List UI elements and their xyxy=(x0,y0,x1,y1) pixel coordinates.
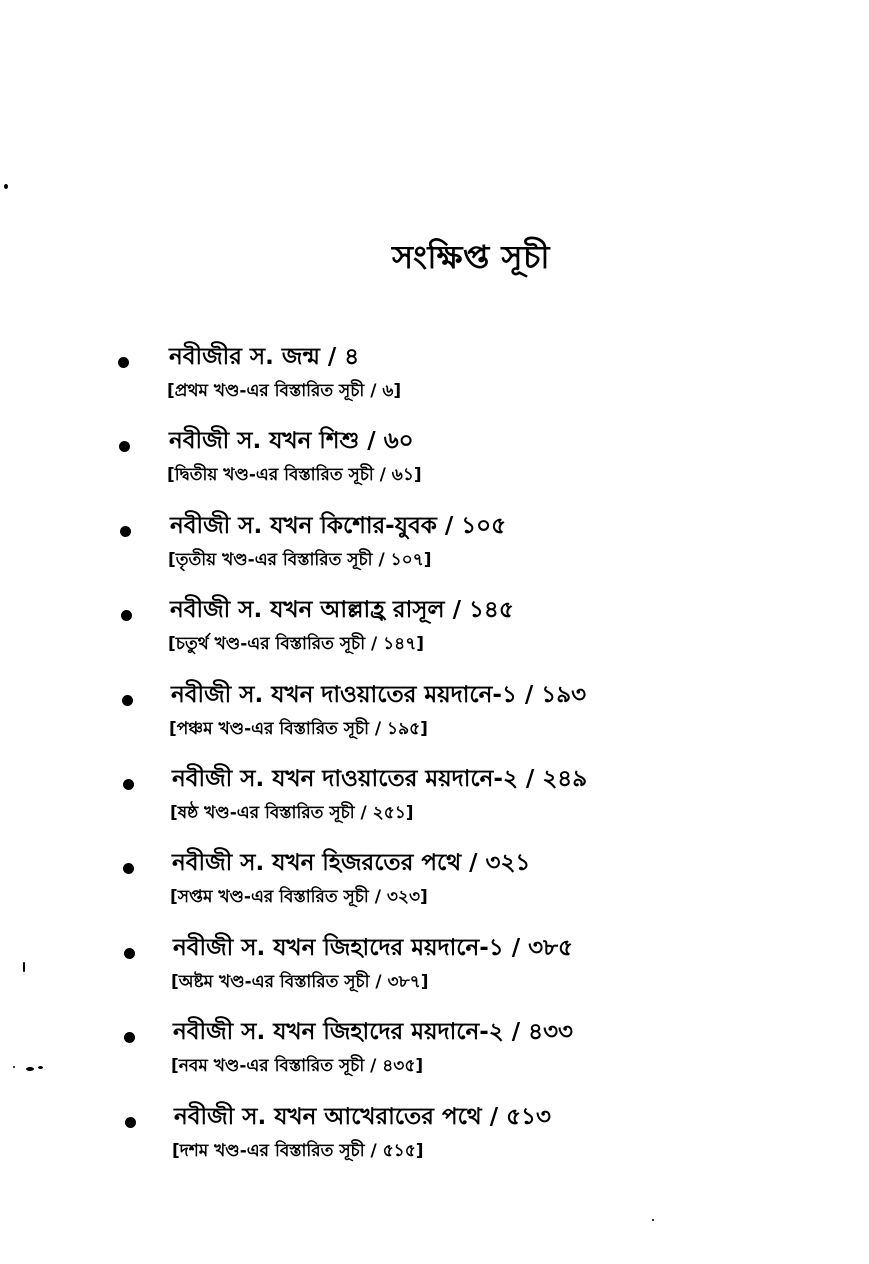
bullet-icon xyxy=(121,610,132,621)
toc-entry xyxy=(0,340,869,424)
toc-entry xyxy=(0,1100,869,1184)
page-title: সংক্ষিপ্ত সূচী xyxy=(392,238,550,276)
entry-detail: [পঞ্চম খণ্ড-এর বিস্তারিত সূচী / ১৯৫] xyxy=(169,718,428,739)
bullet-icon xyxy=(124,948,135,959)
entry-title: নবীজী স. যখন আল্লাহ্র রাসূল / ১৪৫ xyxy=(170,597,514,624)
bullet-icon xyxy=(123,863,134,874)
toc-entry xyxy=(0,931,869,1015)
entry-detail: [ষষ্ঠ খণ্ড-এর বিস্তারিত সূচী / ২৫১] xyxy=(170,802,414,823)
entry-detail: [প্রথম খণ্ড-এর বিস্তারিত সূচী / ৬] xyxy=(167,381,402,401)
entry-title: নবীজী স. যখন জিহাদের ময়দানে-১ / ৩৮৫ xyxy=(173,934,573,961)
toc-entry xyxy=(0,424,869,508)
entry-detail: [নবম খণ্ড-এর বিস্তারিত সূচী / ৪৩৫] xyxy=(171,1056,424,1077)
entry-detail: [অষ্টম খণ্ড-এর বিস্তারিত সূচী / ৩৮৭] xyxy=(171,971,429,992)
bullet-icon xyxy=(119,441,130,452)
entry-detail: [দ্বিতীয় খণ্ড-এর বিস্তারিত সূচী / ৬১] xyxy=(167,465,422,486)
entry-title: নবীজী স. যখন হিজরতের পথে / ৩২১ xyxy=(172,850,531,877)
toc-entry xyxy=(0,593,869,677)
entry-title: নবীজীর স. জন্ম / ৪ xyxy=(169,344,360,370)
entry-detail: [সপ্তম খণ্ড-এর বিস্তারিত সূচী / ৩২৩] xyxy=(170,887,428,908)
toc-entry xyxy=(0,678,869,762)
entry-detail: [তৃতীয় খণ্ড-এর বিস্তারিত সূচী / ১০৭] xyxy=(168,549,432,570)
bullet-icon xyxy=(124,1032,135,1043)
table-of-contents xyxy=(0,340,869,1184)
bullet-icon xyxy=(125,1117,136,1128)
entry-title: নবীজী স. যখন জিহাদের ময়দানে-২ / ৪৩৩ xyxy=(173,1019,573,1046)
toc-entry xyxy=(0,846,869,930)
bullet-icon xyxy=(123,779,134,790)
entry-title: নবীজী স. যখন আখেরাতের পথে / ৫১৩ xyxy=(174,1103,551,1130)
entry-detail: [দশম খণ্ড-এর বিস্তারিত সূচী / ৫১৫] xyxy=(172,1140,424,1161)
entry-title: নবীজী স. যখন কিশোর-যুবক / ১০৫ xyxy=(170,512,507,539)
toc-entry xyxy=(0,509,869,593)
entry-title: নবীজী স. যখন দাওয়াতের ময়দানে-২ / ২৪৯ xyxy=(172,765,588,792)
toc-entry xyxy=(0,1015,869,1099)
bullet-icon xyxy=(118,357,129,368)
toc-entry xyxy=(0,762,869,846)
entry-title: নবীজী স. যখন দাওয়াতের ময়দানে-১ / ১৯৩ xyxy=(171,681,587,708)
scan-speck xyxy=(38,1066,43,1069)
scan-speck xyxy=(652,1219,654,1221)
bullet-icon xyxy=(122,695,133,706)
scan-speck xyxy=(23,962,25,972)
scan-speck xyxy=(26,1067,34,1071)
scan-speck xyxy=(13,1066,15,1068)
entry-detail: [চতুর্থ খণ্ড-এর বিস্তারিত সূচী / ১৪৭] xyxy=(168,634,425,655)
scan-speck xyxy=(4,184,8,189)
bullet-icon xyxy=(120,526,131,537)
entry-title: নবীজী স. যখন শিশু / ৬০ xyxy=(169,428,414,455)
